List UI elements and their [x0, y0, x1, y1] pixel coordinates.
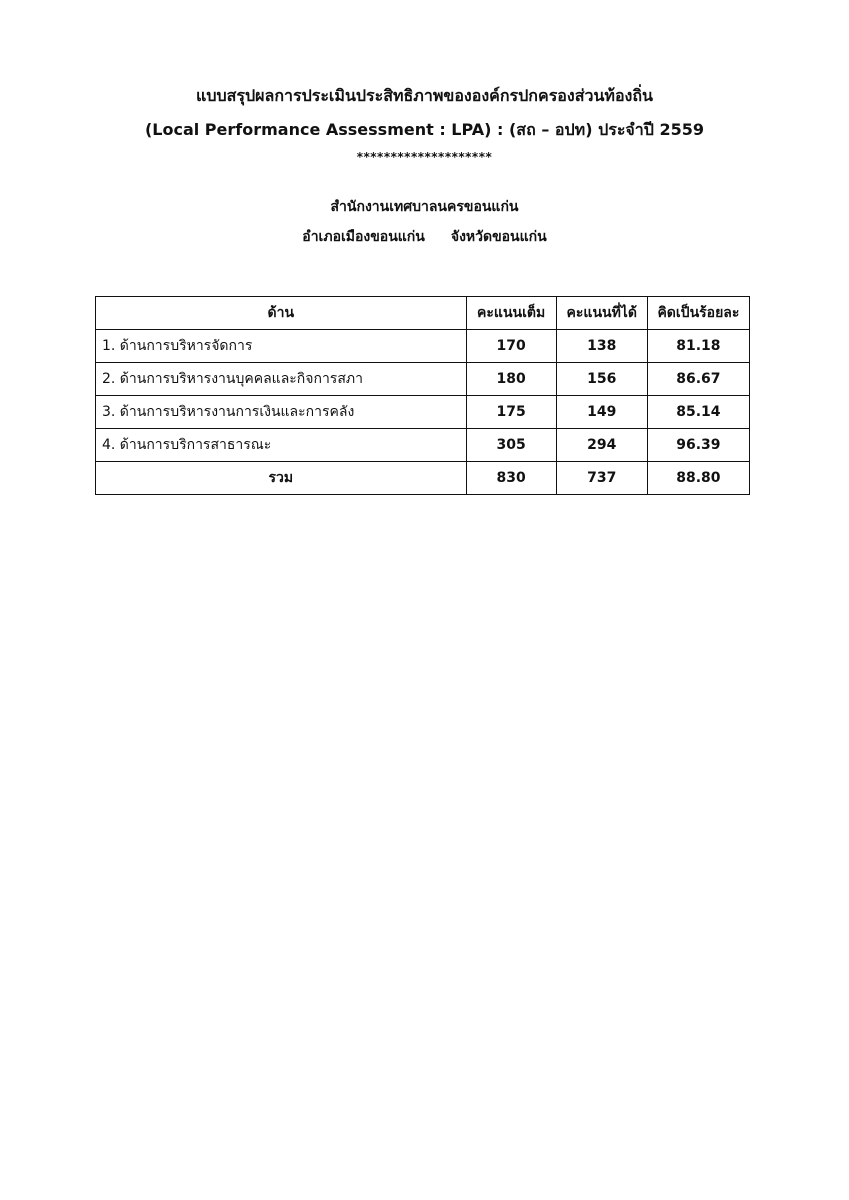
district-name: อำเภอเมืองขอนแก่น: [302, 229, 425, 245]
table-header-row: [96, 297, 750, 330]
table-total-row: [96, 462, 750, 495]
row-full-score: 180: [466, 363, 556, 396]
table-row: [96, 363, 750, 396]
row-full-score: 305: [466, 429, 556, 462]
table-row: [96, 396, 750, 429]
province-name: จังหวัดขอนแก่น: [450, 229, 547, 245]
table-row: [96, 429, 750, 462]
header-full-score: คะแนนเต็ม: [466, 297, 556, 330]
asterisk-separator: ********************: [356, 150, 493, 164]
total-percent: 88.80: [647, 462, 749, 495]
row-score-obtained: 156: [556, 363, 647, 396]
document-title-line1: แบบสรุปผลการประเมินประสิทธิภาพขององค์กรปกครองส่วนท้องถิ่น: [196, 86, 653, 105]
row-label: 2. ด้านการบริหารงานบุคคลและกิจการสภา: [96, 363, 467, 396]
row-label: 4. ด้านการบริการสาธารณะ: [96, 429, 467, 462]
total-label: รวม: [96, 462, 467, 495]
row-percent: 81.18: [647, 330, 749, 363]
row-score-obtained: 149: [556, 396, 647, 429]
location-line: [0, 226, 849, 248]
header-aspect: ด้าน: [96, 297, 467, 330]
row-percent: 96.39: [647, 429, 749, 462]
lpa-score-table: [95, 296, 750, 495]
total-score-obtained: 737: [556, 462, 647, 495]
office-name: สำนักงานเทศบาลนครขอนแก่น: [330, 199, 519, 215]
row-full-score: 175: [466, 396, 556, 429]
row-percent: 85.14: [647, 396, 749, 429]
row-score-obtained: 294: [556, 429, 647, 462]
row-label: 3. ด้านการบริหารงานการเงินและการคลัง: [96, 396, 467, 429]
header-score-obtained: คะแนนที่ได้: [556, 297, 647, 330]
row-score-obtained: 138: [556, 330, 647, 363]
table-row: [96, 330, 750, 363]
row-label: 1. ด้านการบริหารจัดการ: [96, 330, 467, 363]
row-percent: 86.67: [647, 363, 749, 396]
total-full-score: 830: [466, 462, 556, 495]
row-full-score: 170: [466, 330, 556, 363]
document-title-line2: (Local Performance Assessment : LPA) : (สถ – อปท) ประจำปี 2559: [144, 120, 705, 139]
header-percent: คิดเป็นร้อยละ: [647, 297, 749, 330]
